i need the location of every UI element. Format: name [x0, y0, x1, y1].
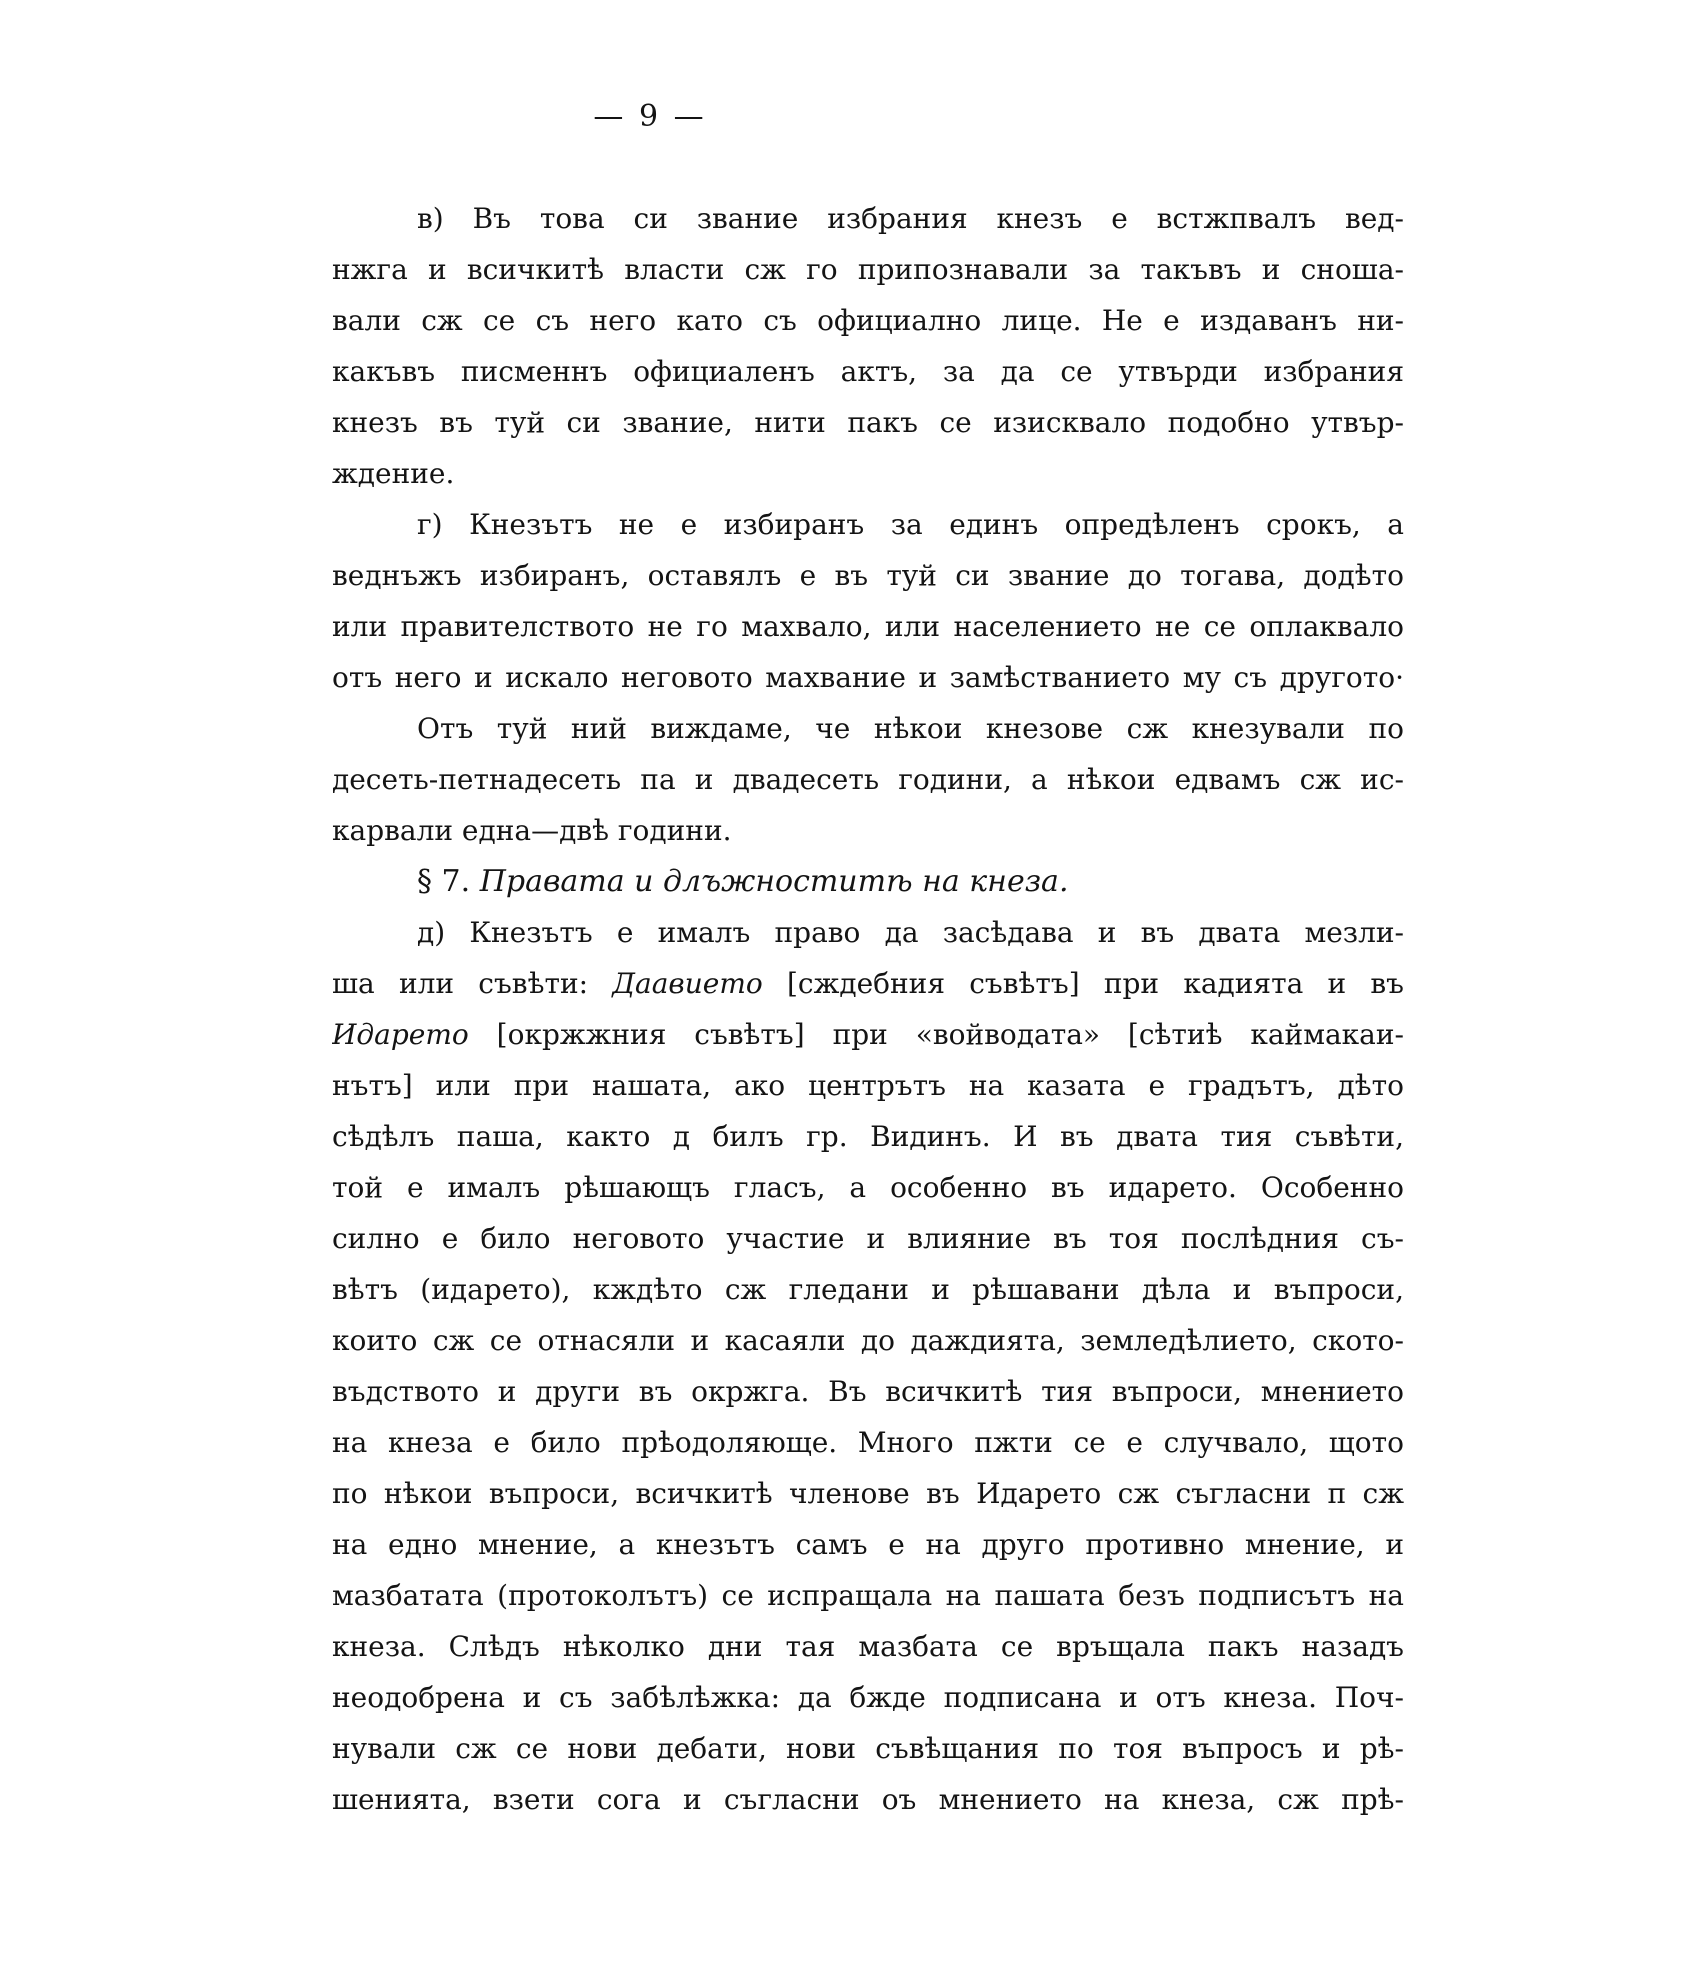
text-segment: какъвъ писменнъ официаленъ актъ, за да се утвърди избрания	[332, 355, 1404, 388]
page-number: — 9 —	[593, 99, 707, 134]
section-heading	[332, 856, 1404, 907]
text-line	[332, 1264, 1404, 1315]
text-segment: по нѣкои въпроси, всичкитѣ членове въ Идарето сж съгласни п сж	[332, 1477, 1404, 1510]
text-line	[332, 397, 1404, 448]
text-line	[332, 1519, 1404, 1570]
text-line	[332, 805, 1404, 856]
text-segment: [окржжния съвѣтъ] при «войводата» [сѣтиѣ каймакаи-	[468, 1018, 1404, 1051]
text-segment: вѣтъ (идарето), кждѣто сж гледани и рѣшавани дѣла и въпроси,	[332, 1273, 1404, 1306]
text-line	[332, 1621, 1404, 1672]
italic-term: Идарето	[332, 1018, 469, 1051]
text-line	[332, 244, 1404, 295]
text-segment: на кнеза е било прѣодоляюще. Много пжти се е случвало, щото	[332, 1426, 1404, 1459]
text-line	[332, 448, 1404, 499]
text-segment: шенията, взети сога и съгласни оъ мнението на кнеза, сж прѣ-	[332, 1783, 1404, 1816]
text-line	[332, 958, 1404, 1009]
text-line	[332, 1315, 1404, 1366]
text-line	[332, 754, 1404, 805]
text-line	[332, 193, 1404, 244]
text-segment: въдството и други въ окржга. Въ всичкитѣ тия въпроси, мнението	[332, 1375, 1404, 1408]
text-segment: нжга и всичкитѣ власти сж го припознавали за такъвъ и сноша-	[332, 253, 1404, 286]
text-line	[332, 1060, 1404, 1111]
text-line	[332, 703, 1404, 754]
text-segment: или правителството не го махвало, или населението не се оплаквало	[332, 610, 1404, 643]
text-segment: нували сж се нови дебати, нови съвѣщания по тоя въпросъ и рѣ-	[332, 1732, 1404, 1765]
text-line	[332, 499, 1404, 550]
text-line	[332, 346, 1404, 397]
text-line	[332, 1468, 1404, 1519]
text-line	[332, 1774, 1404, 1825]
text-line	[332, 1366, 1404, 1417]
text-segment: карвали една—двѣ години.	[332, 814, 732, 847]
text-line	[332, 1723, 1404, 1774]
text-segment: сѣдѣлъ паша, както д билъ гр. Видинъ. И въ двата тия съвѣти,	[332, 1120, 1404, 1153]
text-segment: на едно мнение, а кнезътъ самъ е на друго противно мнение, и	[332, 1528, 1404, 1561]
text-segment: кнезъ въ туй си звание, нити пакъ се изисквало подобно утвър-	[332, 406, 1404, 439]
text-segment: [сждебния съвѣтъ] при кадията и въ	[762, 967, 1404, 1000]
text-segment: г) Кнезътъ не е избиранъ за единъ опредѣленъ срокъ, а	[417, 508, 1404, 541]
text-line	[332, 1417, 1404, 1468]
text-line	[332, 550, 1404, 601]
text-segment: ждение.	[332, 457, 455, 490]
text-line	[332, 1009, 1404, 1060]
text-segment: десеть-петнадесеть па и двадесеть години, а нѣкои едвамъ сж ис-	[332, 763, 1404, 796]
text-segment: нътъ] или при нашата, ако центрътъ на казата е градътъ, дѣто	[332, 1069, 1404, 1102]
text-segment: силно е било неговото участие и влияние въ тоя послѣдния съ-	[332, 1222, 1404, 1255]
text-line	[332, 1111, 1404, 1162]
text-line	[332, 601, 1404, 652]
text-block	[332, 193, 1404, 1825]
text-segment: кнеза. Слѣдъ нѣколко дни тая мазбата се връщала пакъ назадъ	[332, 1630, 1404, 1663]
text-segment: Отъ туй ний виждаме, че нѣкои кнезове сж кнезували по	[417, 712, 1404, 745]
text-segment: д) Кнезътъ е ималъ право да засѣдава и въ двата мезли-	[417, 916, 1404, 949]
text-line	[332, 1672, 1404, 1723]
text-segment: веднъжъ избиранъ, оставялъ е въ туй си звание до тогава, додѣто	[332, 559, 1404, 592]
text-segment: ша или съвѣти:	[332, 967, 613, 1000]
text-line	[332, 295, 1404, 346]
text-segment: вали сж се съ него като съ официално лице. Не е издаванъ ни-	[332, 304, 1404, 337]
text-segment: в) Въ това си звание избрания кнезъ е встжпвалъ вед-	[417, 202, 1404, 235]
italic-term: Даавието	[612, 967, 763, 1000]
italic-term: Правата и длъжноститѣ на кнеза.	[479, 864, 1069, 899]
text-line	[332, 907, 1404, 958]
text-line	[332, 652, 1404, 703]
text-segment: § 7.	[417, 864, 480, 899]
text-line	[332, 1570, 1404, 1621]
text-line	[332, 1213, 1404, 1264]
text-segment: отъ него и искало неговото махвание и замѣстванието му съ другото·	[332, 661, 1404, 694]
text-segment: неодобрена и съ забѣлѣжка: да бжде подписана и отъ кнеза. Поч-	[332, 1681, 1404, 1714]
text-segment: той е ималъ рѣшающъ гласъ, а особенно въ идарето. Особенно	[332, 1171, 1404, 1204]
text-line	[332, 1162, 1404, 1213]
text-segment: мазбатата (протоколътъ) се испращала на пашата безъ подписътъ на	[332, 1579, 1404, 1612]
text-segment: които сж се отнасяли и касаяли до даждията, земледѣлието, ското-	[332, 1324, 1404, 1357]
